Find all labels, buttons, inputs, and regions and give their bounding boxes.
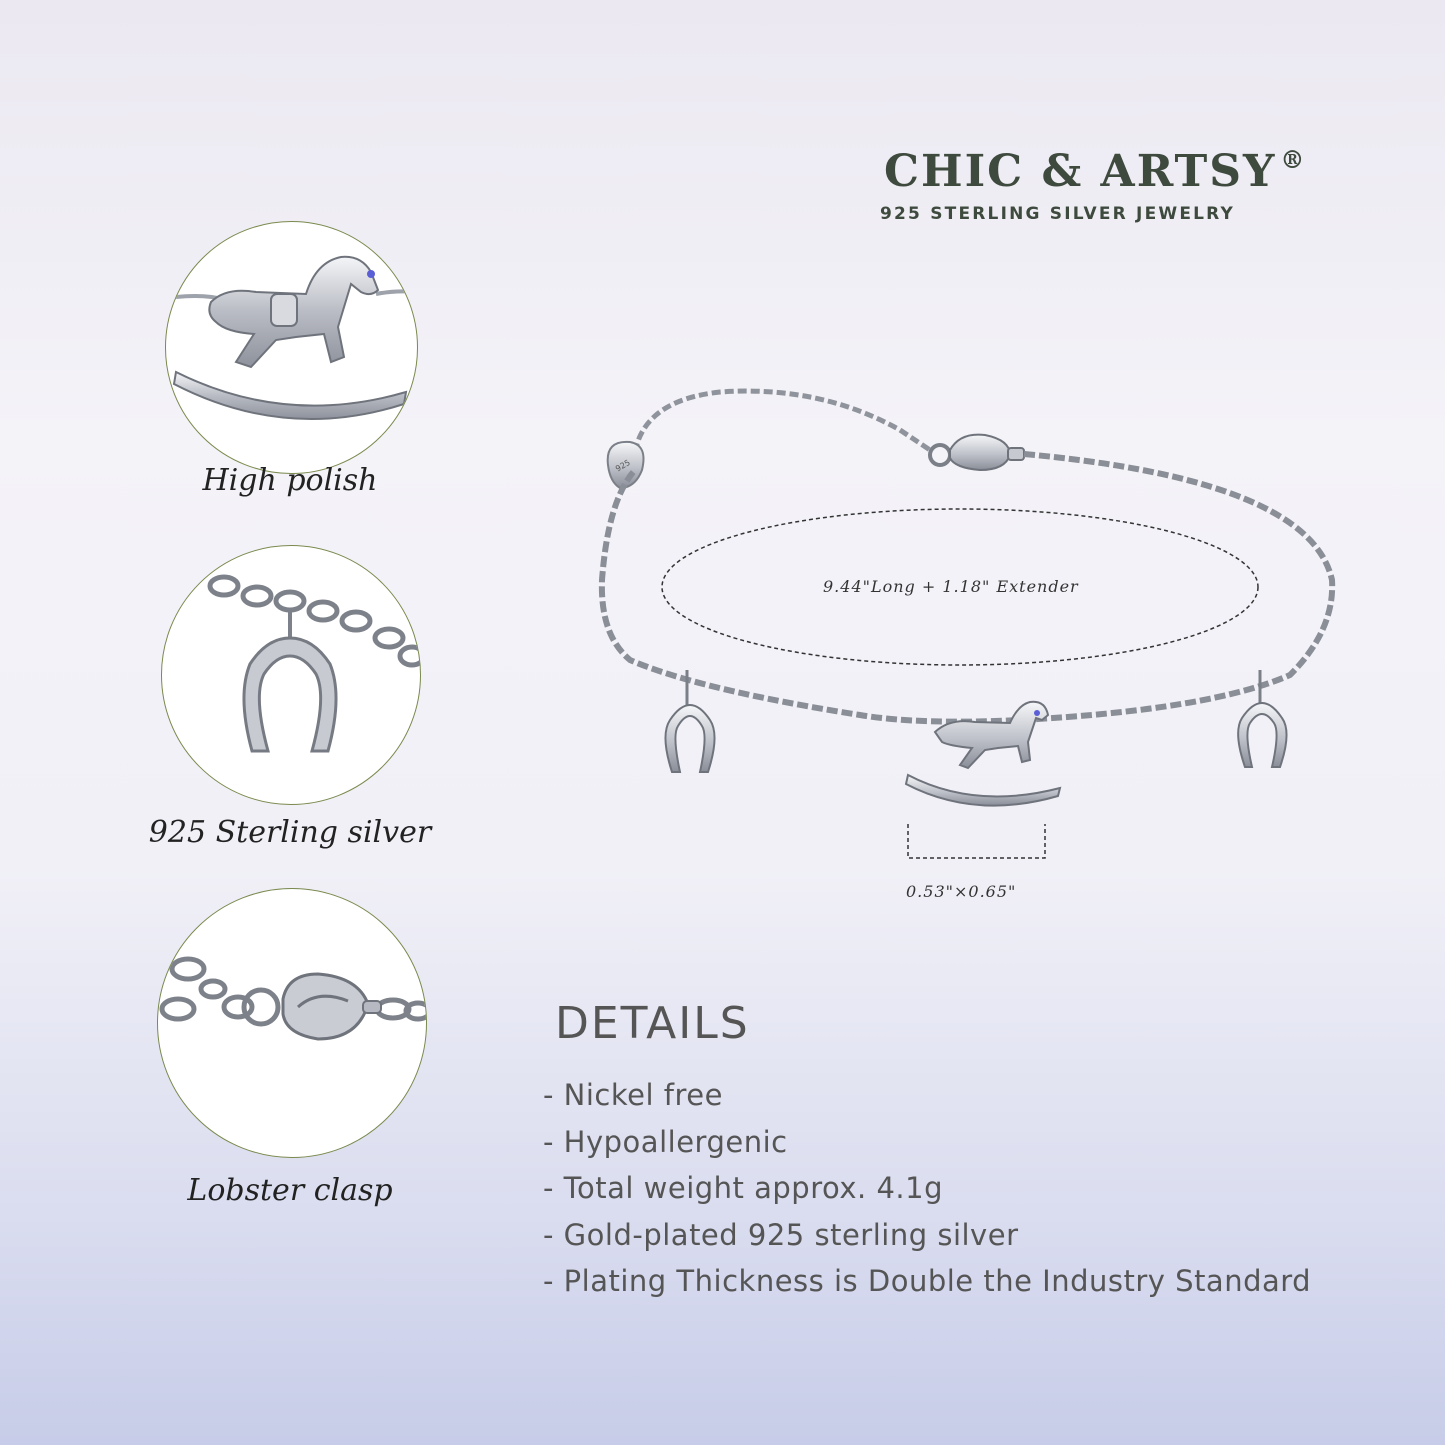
feature-image-high-polish (165, 221, 418, 474)
details-heading: DETAILS (555, 998, 750, 1049)
feature-label-high-polish: High polish (202, 463, 378, 498)
rocking-horse-charm-icon (906, 702, 1060, 806)
details-item-plating: - Plating Thickness is Double the Industry Standard (543, 1264, 1312, 1298)
details-list (543, 1072, 1311, 1305)
details-item-hypoallergenic: - Hypoallergenic (543, 1124, 788, 1159)
feature-image-sterling-silver (161, 545, 421, 805)
lobster-clasp-icon (930, 435, 1024, 470)
registered-mark: ® (1280, 145, 1307, 174)
horseshoe-closeup-icon (162, 546, 420, 804)
rocking-horse-closeup-icon (166, 222, 417, 473)
extender-chain (635, 391, 930, 452)
brand-title: CHIC & ARTSY ® (884, 145, 1307, 197)
length-measurement-label: 9.44"Long + 1.18" Extender (823, 577, 1079, 596)
tag-stamp: 925 (614, 458, 632, 474)
charm-size-label: 0.53"×0.65" (906, 882, 1017, 901)
details-item-nickel-free: - Nickel free (543, 1078, 723, 1112)
details-item-weight: - Total weight approx. 4.1g (543, 1171, 943, 1205)
feature-label-sterling-silver: 925 Sterling silver (148, 815, 432, 850)
brand-tagline: 925 STERLING SILVER JEWELRY (880, 204, 1236, 224)
lobster-clasp-closeup-icon (158, 889, 426, 1157)
925-tag-icon (608, 442, 644, 488)
details-item-material: - Gold-plated 925 sterling silver (543, 1217, 1019, 1252)
left-horseshoe-charm-icon (665, 670, 714, 772)
charm-size-bracket (906, 822, 1048, 862)
feature-image-lobster-clasp (157, 888, 427, 1158)
feature-label-lobster-clasp: Lobster clasp (187, 1173, 393, 1208)
